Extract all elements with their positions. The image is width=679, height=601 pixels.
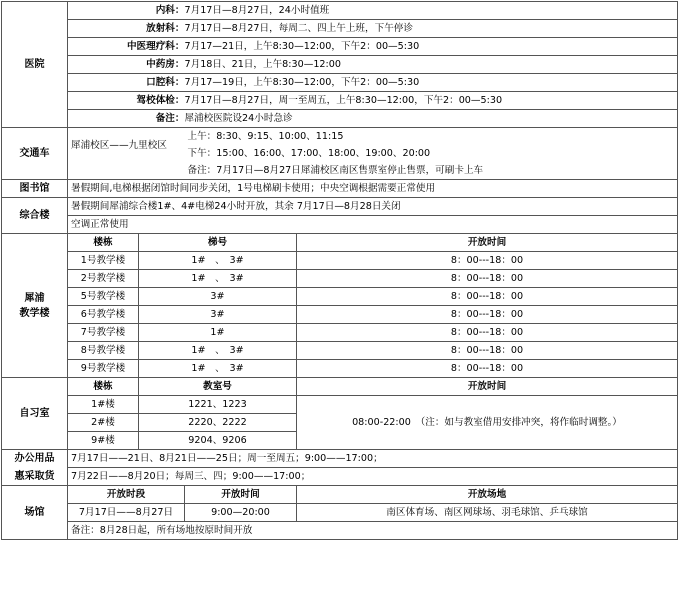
teaching-header-time: 开放时间: [297, 234, 678, 252]
hospital-section-label: 医院: [2, 2, 68, 128]
library-section-label: 图书馆: [2, 180, 68, 198]
teaching-time: 8：00---18：00: [297, 324, 678, 342]
teaching-section-line-1: 犀浦: [24, 292, 45, 304]
teaching-building: 2号教学楼: [68, 270, 139, 288]
venues-header-period: 开放时段: [68, 486, 185, 504]
venues-note: 备注：8月28日起，所有场地按原时间开放: [68, 522, 678, 540]
study-header-rooms: 教室号: [139, 378, 297, 396]
office-section-line-1: 办公用品: [2, 450, 68, 468]
table-row: [2, 522, 678, 540]
teaching-time: 8：00---18：00: [297, 342, 678, 360]
schedule-table: [1, 1, 678, 540]
library-text: 暑假期间,电梯根据闭馆时间同步关闭，1号电梯刷卡使用；中央空调根据需要正常使用: [68, 180, 678, 198]
teaching-time: 8：00---18：00: [297, 270, 678, 288]
shuttle-note: 备注：7月17日—8月27日犀浦校区南区售票室停止售票，可刷卡上车: [185, 162, 678, 180]
teaching-section-label: [2, 234, 68, 378]
teaching-building: 8号教学楼: [68, 342, 139, 360]
shuttle-morning: 上午：8:30、9:15、10:00、11:15: [185, 128, 678, 146]
table-row: [2, 252, 678, 270]
study-header-building: 楼栋: [68, 378, 139, 396]
study-header-row: [2, 378, 678, 396]
teaching-building: 6号教学楼: [68, 306, 139, 324]
study-building: 1#楼: [68, 396, 139, 414]
teaching-building: 5号教学楼: [68, 288, 139, 306]
hospital-value-radiology: 7月17日—8月27日，每周二、四上午上班，下午停诊: [185, 20, 678, 38]
office-section-line-2: 惠采取货: [2, 468, 68, 486]
hospital-label-tcm-therapy: 中医理疗科：: [68, 38, 185, 56]
teaching-time: 8：00---18：00: [297, 360, 678, 378]
venues-section-label: 场馆: [2, 486, 68, 540]
study-header-time: 开放时间: [297, 378, 678, 396]
office-row: [2, 468, 678, 486]
teaching-elevator: 1# 、 3#: [139, 360, 297, 378]
teaching-header-row: [2, 234, 678, 252]
teaching-building: 1号教学楼: [68, 252, 139, 270]
venues-header-row: [2, 486, 678, 504]
hospital-row: [2, 2, 678, 20]
office-line-1: 7月17日——21日、8月21日——25日；周一至周五；9:00——17:00；: [68, 450, 678, 468]
hospital-row: [2, 20, 678, 38]
shuttle-afternoon: 下午：15:00、16:00、17:00、18:00、19:00、20:00: [185, 145, 678, 162]
teaching-elevator: 1#: [139, 324, 297, 342]
table-row: [2, 396, 678, 414]
table-row: [2, 360, 678, 378]
teaching-header-building: 楼栋: [68, 234, 139, 252]
hospital-row: [2, 92, 678, 110]
venues-places: 南区体育场、南区网球场、羽毛球馆、乒乓球馆: [297, 504, 678, 522]
table-row: [2, 270, 678, 288]
hospital-row: [2, 110, 678, 128]
hospital-row: [2, 38, 678, 56]
teaching-header-elevator: 梯号: [139, 234, 297, 252]
teaching-elevator: 3#: [139, 306, 297, 324]
teaching-section-line-2: 教学楼: [19, 307, 50, 319]
hospital-label-dental: 口腔科：: [68, 74, 185, 92]
teaching-time: 8：00---18：00: [297, 306, 678, 324]
shuttle-route: 犀浦校区——九里校区: [68, 128, 185, 163]
library-row: [2, 180, 678, 198]
study-rooms: 2220、2222: [139, 414, 297, 432]
hospital-value-pharmacy: 7月18日、21日，上午8:30—12:00: [185, 56, 678, 74]
table-row: [2, 342, 678, 360]
table-row: [2, 324, 678, 342]
complex-row: [2, 198, 678, 216]
hospital-row: [2, 56, 678, 74]
study-section-label: 自习室: [2, 378, 68, 450]
office-row: [2, 450, 678, 468]
shuttle-section-label: 交通车: [2, 128, 68, 180]
study-building: 2#楼: [68, 414, 139, 432]
office-line-2: 7月22日——8月20日；每周三、四；9:00——17:00；: [68, 468, 678, 486]
study-rooms: 1221、1223: [139, 396, 297, 414]
hospital-value-dental: 7月17—19日，上午8:30—12:00，下午2：00—5:30: [185, 74, 678, 92]
complex-line-2: 空调正常使用: [68, 216, 678, 234]
hospital-label-note: 备注：: [68, 110, 185, 128]
venues-time: 9:00—20:00: [185, 504, 297, 522]
shuttle-row: [2, 128, 678, 146]
hospital-value-note: 犀浦校医院设24小时急诊: [185, 110, 678, 128]
study-time: 08:00-22:00 （注：如与教室借用安排冲突，将作临时调整。）: [297, 396, 678, 450]
table-row: [2, 306, 678, 324]
complex-section-label: 综合楼: [2, 198, 68, 234]
complex-row: [2, 216, 678, 234]
hospital-label-radiology: 放射科：: [68, 20, 185, 38]
study-rooms: 9204、9206: [139, 432, 297, 450]
hospital-value-tcm-therapy: 7月17—21日，上午8:30—12:00，下午2：00—5:30: [185, 38, 678, 56]
table-row: [2, 288, 678, 306]
teaching-elevator: 1# 、 3#: [139, 252, 297, 270]
teaching-building: 9号教学楼: [68, 360, 139, 378]
hospital-label-internal: 内科：: [68, 2, 185, 20]
study-building: 9#楼: [68, 432, 139, 450]
hospital-value-driving-exam: 7月17日—8月27日，周一至周五，上午8:30—12:00，下午2：00—5:30: [185, 92, 678, 110]
hospital-label-pharmacy: 中药房：: [68, 56, 185, 74]
shuttle-row: [2, 162, 678, 180]
hospital-label-driving-exam: 驾校体检：: [68, 92, 185, 110]
hospital-value-internal: 7月17日—8月27日，24小时值班: [185, 2, 678, 20]
venues-header-time: 开放时间: [185, 486, 297, 504]
hospital-row: [2, 74, 678, 92]
teaching-elevator: 3#: [139, 288, 297, 306]
venues-period: 7月17日——8月27日: [68, 504, 185, 522]
teaching-time: 8：00---18：00: [297, 252, 678, 270]
teaching-elevator: 1# 、 3#: [139, 270, 297, 288]
complex-line-1: 暑假期间犀浦综合楼1#、4#电梯24小时开放，其余 7月17日—8月28日关闭: [68, 198, 678, 216]
teaching-time: 8：00---18：00: [297, 288, 678, 306]
table-row: [2, 504, 678, 522]
teaching-elevator: 1# 、 3#: [139, 342, 297, 360]
teaching-building: 7号教学楼: [68, 324, 139, 342]
venues-header-places: 开放场地: [297, 486, 678, 504]
